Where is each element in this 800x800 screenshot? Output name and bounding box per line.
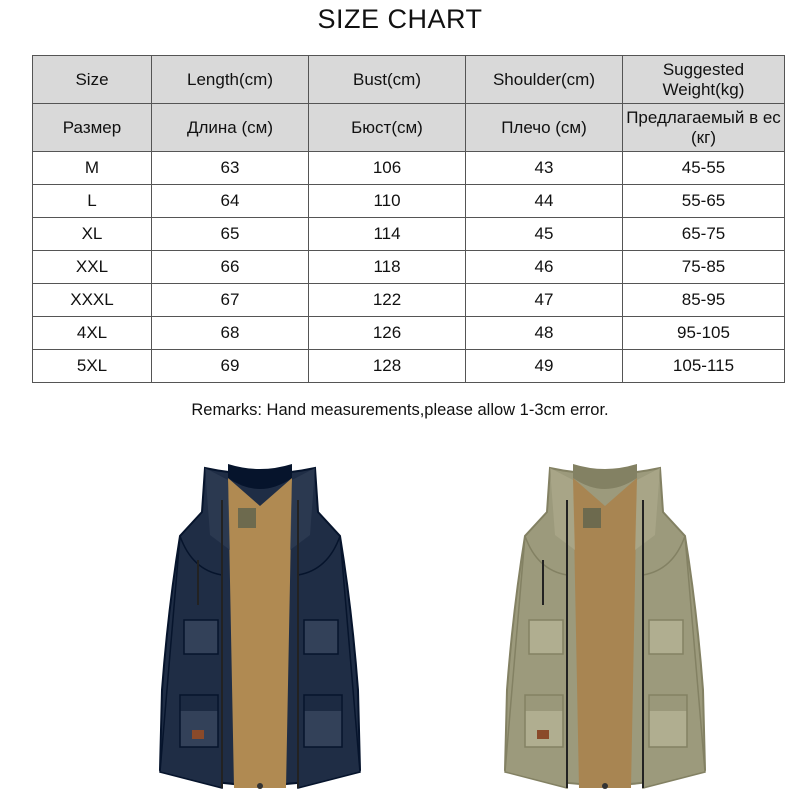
header-cell: Размер [33,104,152,152]
table-cell: 110 [309,185,466,218]
table-cell: 45 [466,218,623,251]
table-row [33,218,785,251]
table-cell: 44 [466,185,623,218]
remarks-text: Remarks: Hand measurements,please allow 1-3cm error. [191,401,609,419]
table-row [33,251,785,284]
table-cell: M [33,152,152,185]
table-cell: L [33,185,152,218]
table-cell: 95-105 [623,317,785,350]
table-cell: 43 [466,152,623,185]
table-cell: 69 [152,350,309,383]
header-cell: Плечо (см) [466,104,623,152]
table-cell: 55-65 [623,185,785,218]
vest-illustration [455,440,755,800]
table-cell: 46 [466,251,623,284]
table-cell: 66 [152,251,309,284]
table-row [33,350,785,383]
table-header-row-ru [33,104,785,152]
header-cell: Suggested Weight(kg) [623,56,785,104]
table-cell: 85-95 [623,284,785,317]
vest-illustration [110,440,410,800]
table-row [33,284,785,317]
table-header-row-en [33,56,785,104]
table-cell: 67 [152,284,309,317]
table-row [33,317,785,350]
table-cell: 126 [309,317,466,350]
table-cell: 64 [152,185,309,218]
header-cell: Size [33,56,152,104]
table-cell: 122 [309,284,466,317]
table-cell: 5XL [33,350,152,383]
table-cell: XL [33,218,152,251]
table-cell: 105-115 [623,350,785,383]
header-cell: Length(cm) [152,56,309,104]
table-cell: 47 [466,284,623,317]
page-title: SIZE CHART [317,4,483,34]
table-cell: 65 [152,218,309,251]
table-row [33,152,785,185]
header-cell: Shoulder(cm) [466,56,623,104]
table-cell: 118 [309,251,466,284]
header-cell: Длина (см) [152,104,309,152]
header-cell: Бюст(см) [309,104,466,152]
table-cell: 128 [309,350,466,383]
size-chart-table [32,55,785,383]
table-cell: 75-85 [623,251,785,284]
table-cell: XXL [33,251,152,284]
table-cell: 45-55 [623,152,785,185]
khaki-vest-image [455,440,755,800]
table-cell: 4XL [33,317,152,350]
table-cell: XXXL [33,284,152,317]
table-cell: 65-75 [623,218,785,251]
table-cell: 49 [466,350,623,383]
header-cell: Предлагаемый в ес (кг) [623,104,785,152]
header-cell: Bust(cm) [309,56,466,104]
table-cell: 68 [152,317,309,350]
table-cell: 63 [152,152,309,185]
table-cell: 114 [309,218,466,251]
navy-vest-image [110,440,410,800]
table-row [33,185,785,218]
table-cell: 106 [309,152,466,185]
table-cell: 48 [466,317,623,350]
